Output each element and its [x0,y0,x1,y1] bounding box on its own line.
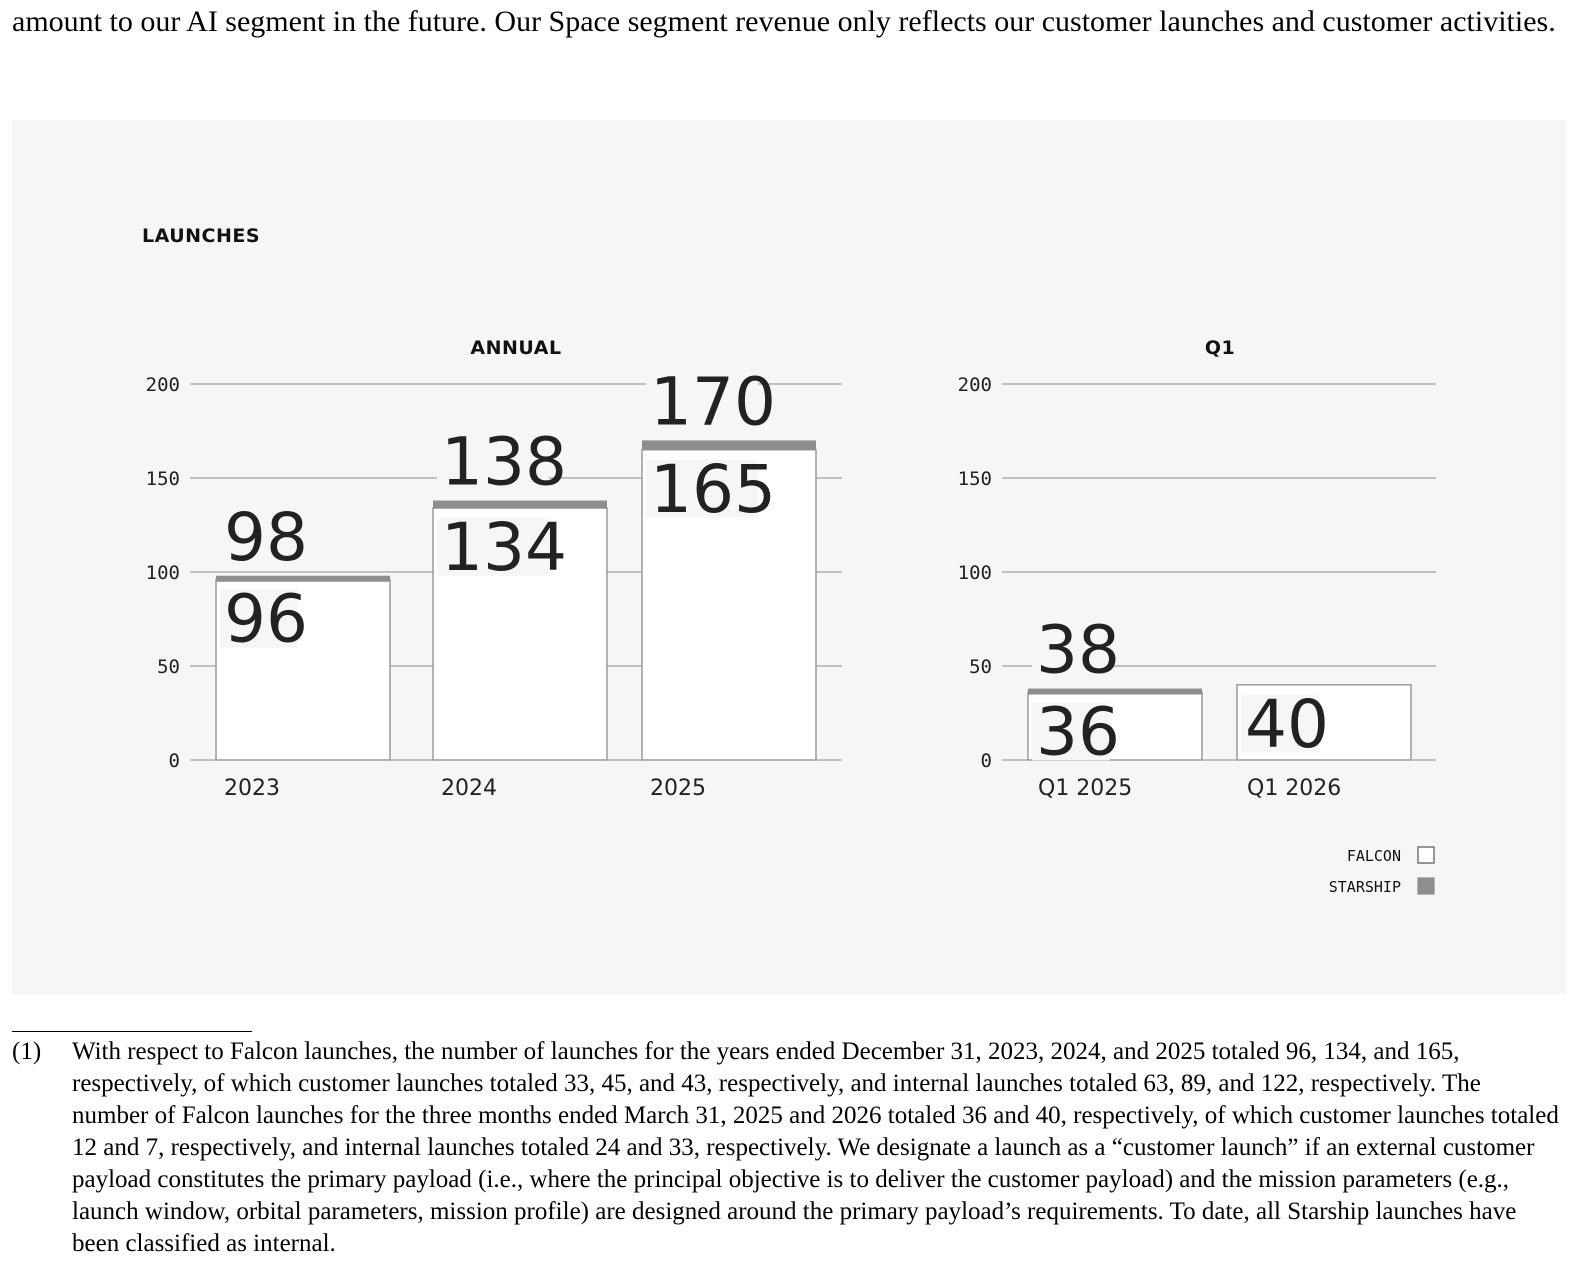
y-tick-label: 100 [957,562,992,584]
footnote-marker: (1) [12,1038,42,1065]
y-tick-label: 150 [145,468,180,490]
legend-label: FALCON [1346,847,1401,865]
x-category-label: Q1 2025 [1038,776,1133,801]
total-value-label: 38 [1036,611,1120,689]
chart-title: LAUNCHES [142,225,261,247]
panel-subtitle: Q1 [1204,337,1236,359]
x-category-label: 2023 [224,776,280,801]
chart-panel [12,120,1566,994]
y-tick-label: 50 [969,656,992,678]
starship-bar [433,501,607,509]
total-value-label: 138 [441,423,567,501]
y-tick-label: 200 [957,374,992,396]
x-category-label: 2025 [650,776,706,801]
x-category-label: Q1 2026 [1247,776,1342,801]
y-tick-label: 150 [957,468,992,490]
launches-chart [12,120,1566,994]
y-tick-label: 0 [980,750,992,772]
y-tick-label: 50 [157,656,180,678]
x-category-label: 2024 [441,776,497,801]
total-value-label: 98 [224,498,308,576]
y-tick-label: 100 [145,562,180,584]
total-value-label: 170 [650,363,776,441]
falcon-value-label: 134 [441,509,567,587]
legend-swatch [1418,847,1434,863]
falcon-value-label: 165 [650,450,776,528]
y-tick-label: 200 [145,374,180,396]
legend-label: STARSHIP [1328,878,1401,896]
legend-swatch [1418,878,1434,894]
falcon-value-label: 40 [1245,685,1329,763]
footnote-divider [12,1031,252,1032]
footnote-text: With respect to Falcon launches, the number of launches for the years ended December 31, 2023, 2024, and 2025 totaled 96, 134, and 165, respectively, of which customer launches totaled 33, 45, and 43, respectively, and internal launches totaled 63, 89, and 122, respectively. The number of Falcon launches for the three months ended March 31, 2025 and 2026 totaled 36 and 40, respectively, of which customer launches totaled 12 and 7, respectively, and internal launches totaled 24 and 33, respectively. We designate a launch as a “customer launch” if an external customer payload constitutes the primary payload (i.e., where the principal objective is to deliver the customer payload) and the mission parameters (e.g., launch window, orbital parameters, mission profile) are designed around the primary payload’s requirements. To date, all Starship launches have been classified as internal. [72,1038,1559,1257]
falcon-value-label: 96 [224,580,308,658]
panel-subtitle: ANNUAL [470,337,562,359]
footnote [12,1036,1562,1260]
intro-paragraph: amount to our AI segment in the future. Our Space segment revenue only reflects our customer launches and customer activities. [12,5,1556,38]
starship-bar [642,440,816,449]
falcon-value-label: 36 [1036,693,1120,771]
y-tick-label: 0 [168,750,180,772]
